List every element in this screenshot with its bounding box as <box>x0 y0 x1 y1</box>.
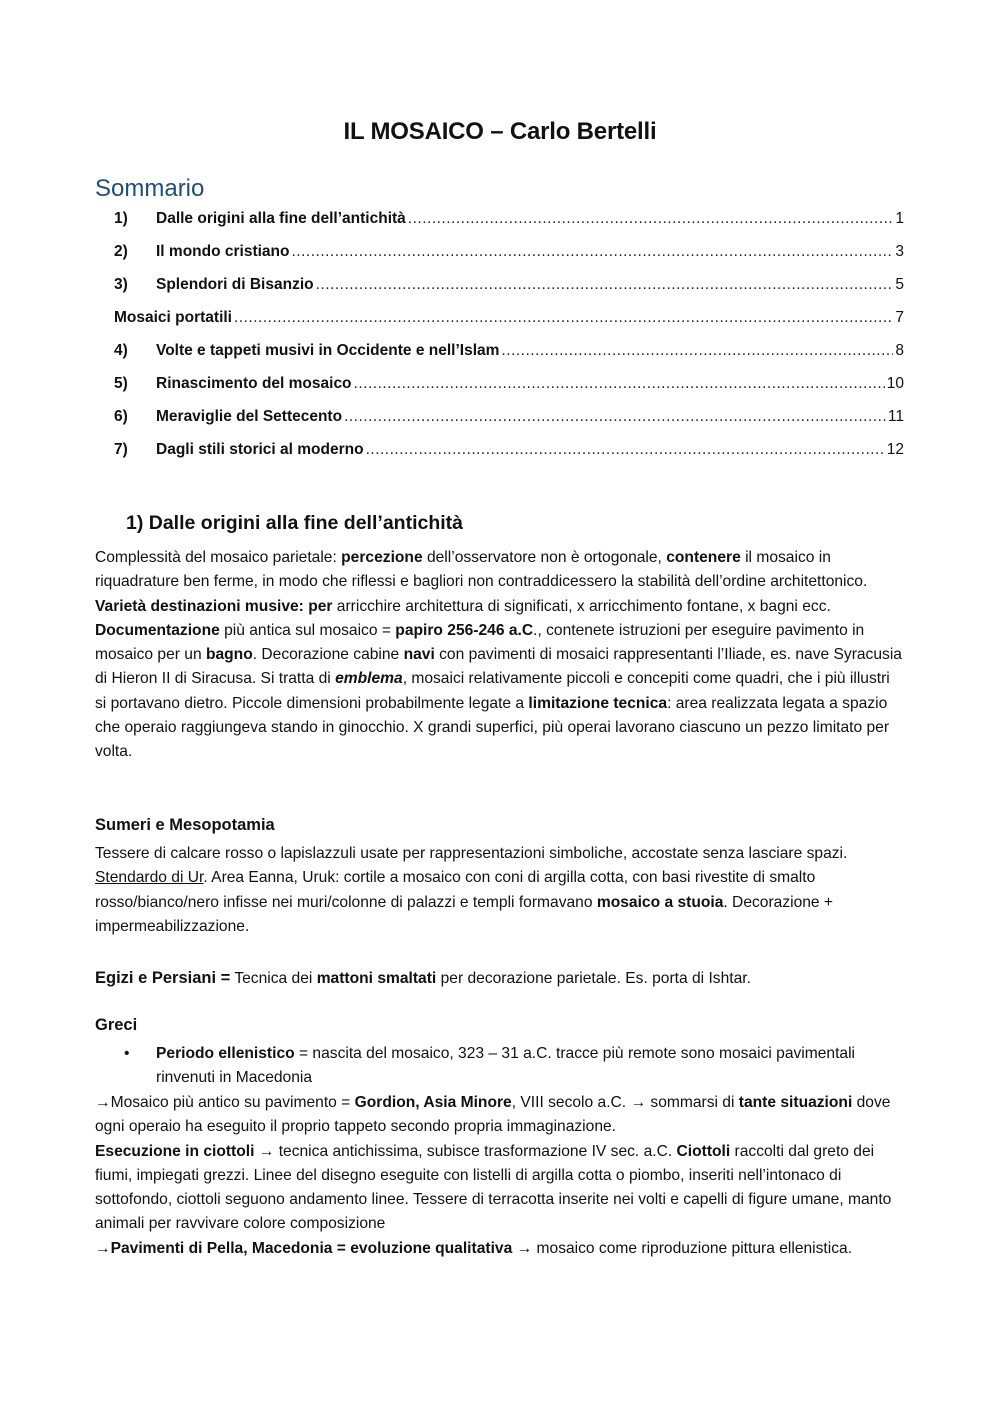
bullet-text <box>156 1042 905 1091</box>
text-run: = nascita del mosaico, 323 – 31 a.C. tracce più remote sono mosaici pavimentali rinvenuti in Macedonia <box>156 1045 856 1087</box>
toc-entry-number: 5) <box>114 375 128 392</box>
document-title: IL MOSAICO – Carlo Bertelli <box>343 118 657 145</box>
text-run: arricchire architettura di significati, x arricchimento fontane, x bagni ecc. <box>332 597 831 615</box>
toc-entry-label: Splendori di Bisanzio <box>156 276 314 293</box>
bold-italic-term: emblema <box>335 670 403 688</box>
toc-entry-label: Meraviglie del Settecento <box>156 408 343 425</box>
bold-term: papiro 256-246 a.C <box>395 621 534 639</box>
toc-entry-number: 2) <box>114 243 128 260</box>
bold-term: Periodo ellenistico <box>156 1045 295 1062</box>
bold-term: contenere <box>666 549 741 566</box>
toc-entry-page: 1 <box>895 210 904 227</box>
bold-term: navi <box>403 646 435 664</box>
toc-entry-number: 1) <box>114 210 128 227</box>
subheading-greci: Greci <box>95 1016 138 1034</box>
text-run: il mosaico in riquadrature ben ferme, in modo che riflessi e bagliori non contraddicessero la stabilità dell’ordine architettonico. <box>95 549 868 591</box>
toc-entry-page: 8 <box>895 342 904 359</box>
intro-paragraph <box>95 546 905 765</box>
text-run: ., contenete istruzioni per eseguire pavimento in mosaico per un <box>95 621 865 664</box>
bold-term: mosaico a stuoia <box>596 893 724 911</box>
toc-entry-label: Mosaici portatili <box>114 309 232 326</box>
sumeri-paragraph <box>95 842 905 939</box>
text-run: dove ogni operaio ha eseguito il proprio tappeto secondo propria immaginazione. <box>95 1094 891 1136</box>
text-run: Tessere di calcare rosso o lapislazzuli usate per rappresentazioni simboliche, accostate senza lasciare spazi. <box>95 845 848 862</box>
toc-entry-label: Il mondo cristiano <box>156 243 290 260</box>
toc-entry-label: Dalle origini alla fine dell’antichità <box>156 210 406 227</box>
toc-heading: Sommario <box>95 175 205 202</box>
toc-entry[interactable] <box>114 408 904 441</box>
toc-entry-number: 6) <box>114 408 128 425</box>
bold-term: bagno <box>205 646 253 664</box>
bold-term: Pavimenti di Pella, Macedonia = evoluzione qualitativa <box>110 1239 513 1257</box>
subheading-egizi: Egizi e Persiani = <box>95 969 231 987</box>
text-run: : area realizzata legata a spazio che operaio raggiungeva stando in ginocchio. X grandi superfici, più operai lavorano ciascuno un pezzo limitato per volta. <box>95 694 890 761</box>
toc-entry[interactable] <box>114 342 904 375</box>
arrow-icon: → <box>95 1094 111 1111</box>
toc-entry[interactable] <box>114 309 904 342</box>
greci-paragraph <box>95 1091 905 1261</box>
toc-entry[interactable] <box>114 243 904 276</box>
toc-entry-page: 12 <box>886 441 904 458</box>
toc-entry-page: 3 <box>895 243 904 260</box>
toc-dot-leader <box>408 210 894 228</box>
table-of-contents <box>114 210 904 474</box>
underlined-term: Stendardo di Ur <box>95 869 204 887</box>
text-run: con pavimenti di mosaici rappresentanti l’Iliade, es. nave Syracusia di Hieron II di Siracusa. Si tratta di <box>95 646 902 688</box>
bold-term: Esecuzione in ciottoli <box>95 1142 255 1160</box>
toc-entry-number: 7) <box>114 441 128 458</box>
text-run: per decorazione parietale. Es. porta di Ishtar. <box>436 970 751 987</box>
text-run: tecnica antichissima, subisce trasformazione IV sec. a.C. <box>274 1142 677 1160</box>
text-run: , VIII secolo a.C. <box>511 1094 631 1111</box>
text-run: sommarsi di <box>646 1094 739 1111</box>
toc-entry[interactable] <box>114 276 904 309</box>
arrow-icon: → <box>258 1142 275 1160</box>
toc-entry-number: 3) <box>114 276 128 293</box>
egizi-paragraph <box>95 966 905 991</box>
text-run: più antica sul mosaico = <box>219 621 396 639</box>
toc-entry-number: 4) <box>114 342 128 359</box>
toc-entry-page: 11 <box>887 408 904 425</box>
text-run: Tecnica dei <box>230 970 317 987</box>
toc-entry-page: 5 <box>895 276 904 293</box>
toc-entry[interactable] <box>114 375 904 408</box>
arrow-icon: → <box>95 1239 111 1257</box>
toc-dot-leader <box>344 408 886 426</box>
text-run: Mosaico più antico su pavimento = <box>110 1094 355 1111</box>
text-run: dell’osservatore non è ortogonale, <box>422 549 667 566</box>
toc-entry-page: 7 <box>895 309 904 326</box>
toc-dot-leader <box>501 342 893 360</box>
toc-entry[interactable] <box>114 210 904 243</box>
toc-dot-leader <box>354 375 885 393</box>
bold-term: mattoni smaltati <box>316 970 437 987</box>
text-run: . Decorazione cabine <box>252 646 404 664</box>
arrow-icon: → <box>630 1094 647 1111</box>
text-run: Complessità del mosaico parietale: <box>95 549 342 566</box>
toc-entry-label: Rinascimento del mosaico <box>156 375 352 392</box>
bullet-item <box>95 1042 905 1091</box>
bold-term: tante situazioni <box>738 1094 853 1111</box>
text-run: mosaico come riproduzione pittura ellenistica. <box>532 1239 853 1257</box>
bold-term: limitazione tecnica <box>528 694 668 712</box>
bold-term: Gordion, Asia Minore <box>354 1094 512 1111</box>
toc-entry[interactable] <box>114 441 904 474</box>
bold-term: Documentazione <box>95 621 220 639</box>
section-heading: 1) Dalle origini alla fine dell’antichità <box>126 512 463 534</box>
toc-entry-label: Volte e tappeti musivi in Occidente e nell’Islam <box>156 342 500 359</box>
toc-entry-label: Dagli stili storici al moderno <box>156 441 364 458</box>
bullet-icon: • <box>124 1045 130 1062</box>
text-run: . Decorazione + impermeabilizzazione. <box>95 893 834 935</box>
bold-term: Ciottoli <box>676 1142 731 1160</box>
bold-term: percezione <box>341 549 423 566</box>
text-run: raccolti dal greto dei fiumi, impiegati grezzi. Linee del disegno eseguite con listelli di argilla cotta o piombo, inseriti nell’intonaco di sottofondo, ciottoli seguono andamento linee. Tessere di terracotta inserite nei volti e capelli di figure umane, manto animali per ravvivare colore composizione <box>95 1142 892 1233</box>
toc-dot-leader <box>316 276 894 294</box>
arrow-icon: → <box>516 1239 533 1257</box>
toc-dot-leader <box>366 441 885 459</box>
toc-dot-leader <box>291 243 893 261</box>
toc-entry-page: 10 <box>886 375 904 392</box>
text-run: . Area Eanna, Uruk: cortile a mosaico con coni di argilla cotta, con basi rivestite di smalto rosso/bianco/nero infisse nei muri/colonne di palazzi e templi formavano <box>95 869 816 911</box>
bold-term: Varietà destinazioni musive: per <box>95 597 333 615</box>
text-run: , mosaici relativamente piccoli e concepiti come quadri, che i più illustri si portavano dietro. Piccole dimensioni probabilmente legate a <box>95 670 890 712</box>
subheading-sumeri: Sumeri e Mesopotamia <box>95 816 275 834</box>
toc-dot-leader <box>234 309 893 327</box>
